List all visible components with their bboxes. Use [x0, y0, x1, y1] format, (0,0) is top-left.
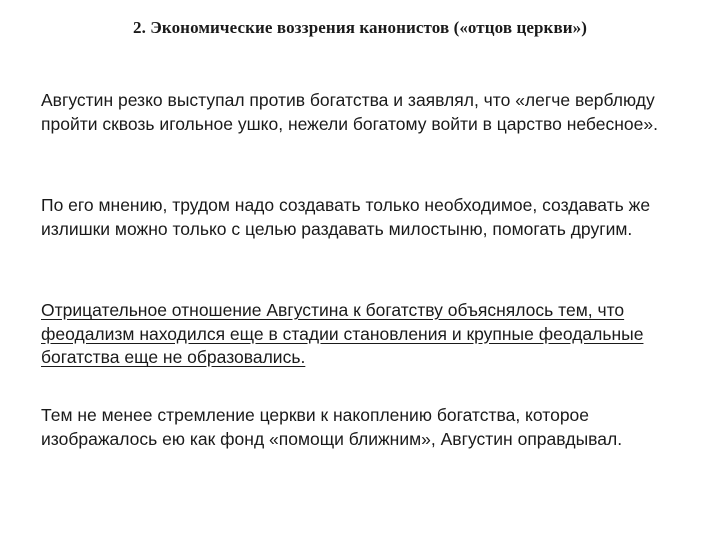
slide-title: 2. Экономические воззрения канонистов («отцов церкви»)	[132, 18, 587, 37]
paragraph-labor-necessity: По его мнению, трудом надо создавать только необходимое, создавать же излишки можно только с целью раздавать милостыню, помогать другим.	[41, 195, 651, 239]
paragraph-church-accumulation: Тем не менее стремление церкви к накоплению богатства, которое изображалось ею как фонд «помощи ближним», Августин оправдывал.	[41, 405, 623, 449]
paragraph-feudalism-explanation: Отрицательное отношение Августина к богатству объяснялось тем, что феодализм находился еще в стадии становления и крупные феодальные богатства еще не образовались.	[41, 300, 644, 367]
paragraph-augustine-wealth: Августин резко выступал против богатства и заявлял, что «легче верблюду пройти сквозь игольное ушко, нежели богатому войти в царство небесное».	[41, 90, 658, 134]
